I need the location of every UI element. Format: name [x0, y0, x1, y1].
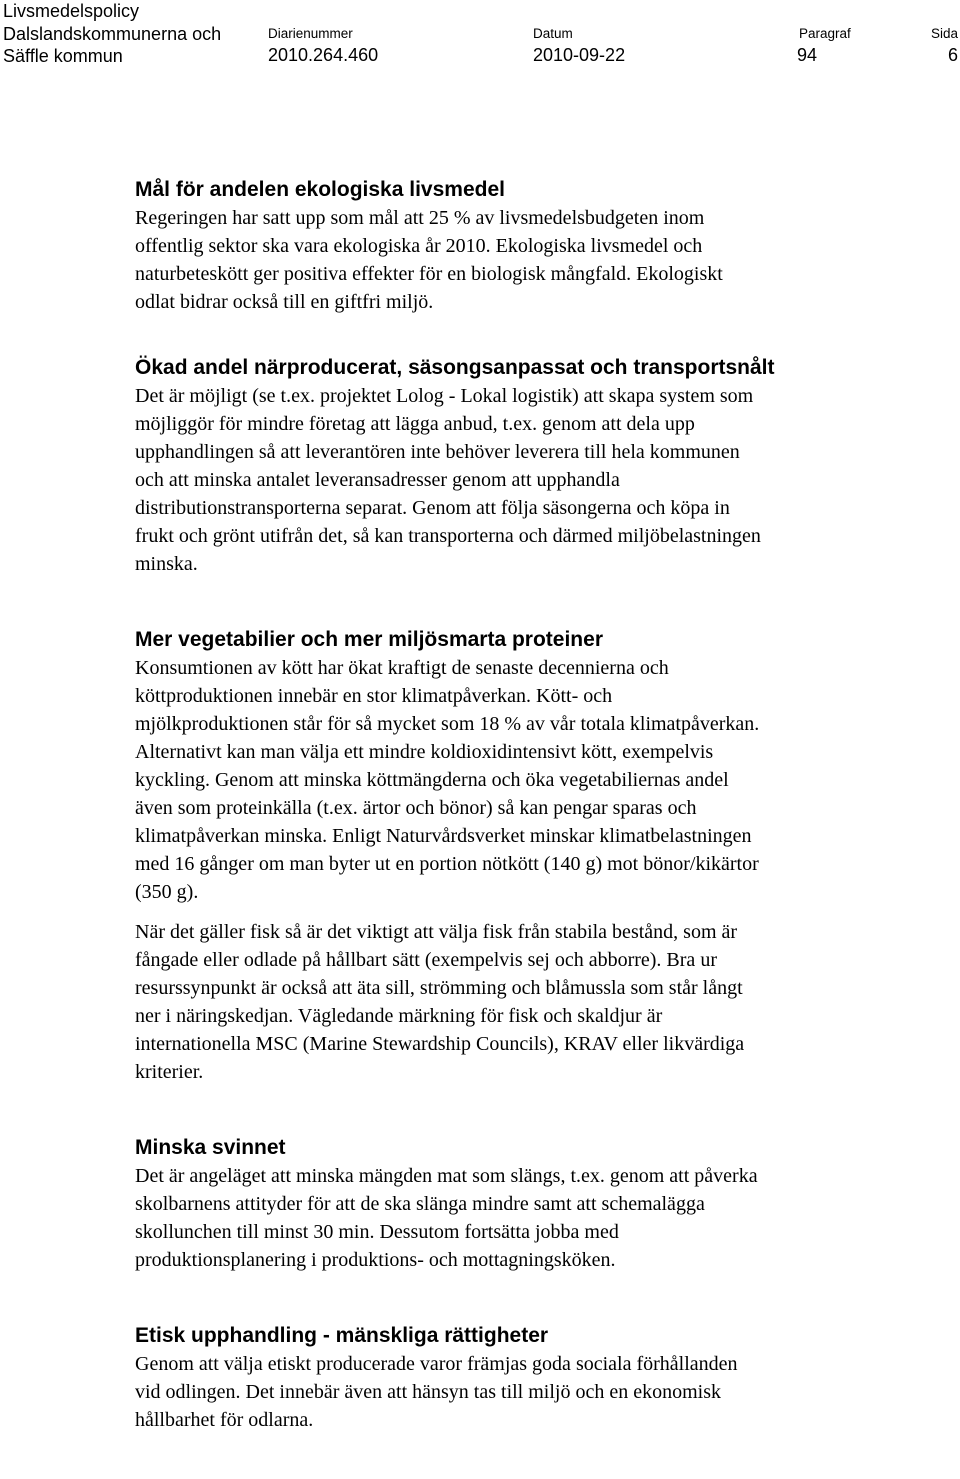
section-narproducerat	[135, 354, 935, 578]
datum-value: 2010-09-22	[533, 45, 626, 65]
section-heading: Etisk upphandling - mänskliga rättigheter	[135, 1324, 549, 1347]
paragraf-field	[797, 26, 851, 66]
sida-value: 6	[947, 45, 958, 65]
section-heading: Mer vegetabilier och mer miljösmarta proteiner	[135, 628, 603, 651]
paragraf-label: Paragraf	[799, 26, 851, 41]
section-heading: Mål för andelen ekologiska livsmedel	[135, 178, 505, 201]
section-minska-svinnet	[135, 1134, 935, 1274]
section-heading: Ökad andel närproducerat, säsongsanpassat och transportsnålt	[135, 356, 775, 379]
diarienummer-label: Diarienummer	[268, 26, 353, 41]
section-etisk-upphandling	[135, 1322, 935, 1434]
section-paragraph: Det är angeläget att minska mängden mat som slängs, t.ex. genom att påverka skolbarnens attityder för att de ska slänga mindre samt att schemalägga skollunchen till minst 30 min. Dessutom fortsätta jobba med produktionsplanering i produktions- och mottagningsköken.	[135, 1165, 758, 1271]
section-paragraph: Konsumtionen av kött har ökat kraftigt de senaste decennierna och köttproduktionen innebär en stor klimatpåverkan. Kött- och mjölkproduktionen står för så mycket som 18 % av vår totala klimatpåverkan. Alternativt kan man välja ett mindre koldioxidintensivt kött, exempelvis kyckling. Genom att minska köttmängderna och öka vegetabiliernas andel även som proteinkälla (t.ex. ärtor och bönor) så kan pengar sparas och klimatpåverkan minska. Enligt Naturvårdsverket minskar klimatbelastningen med 16 gånger om man byter ut en portion nötkött (140 g) mot bönor/kikärtor (350 g).	[135, 657, 760, 903]
section-paragraph: När det gäller fisk så är det viktigt att välja fisk från stabila bestånd, som är fångade eller odlade på hållbart sätt (exempelvis sej och abborre). Bra ur resurssynpunkt är också att äta sill, strömming och blåmussla som står långt ner i näringskedjan. Vägledande märkning för fisk och skaldjur är internationella MSC (Marine Stewardship Councils), KRAV eller likvärdiga kriterier.	[135, 921, 745, 1083]
datum-label: Datum	[533, 26, 573, 41]
section-ekologiska-livsmedel	[135, 176, 935, 316]
sida-label: Sida	[930, 26, 958, 41]
org-title-text: Livsmedelspolicy Dalslandskommunerna och Säffle kommun	[3, 1, 222, 66]
paragraf-value: 94	[797, 45, 818, 65]
org-title	[3, 0, 221, 68]
section-paragraph: Regeringen har satt upp som mål att 25 % av livsmedelsbudgeten inom offentlig sektor ska vara ekologiska år 2010. Ekologiska livsmedel och naturbeteskött ger positiva effekter för en biologisk mångfald. Ekologiskt odlat bidrar också till en giftfri miljö.	[135, 207, 723, 313]
diarienummer-value: 2010.264.460	[268, 45, 379, 65]
diarienummer-field	[268, 26, 378, 66]
section-paragraph: Det är möjligt (se t.ex. projektet Lolog - Lokal logistik) att skapa system som möjliggör för mindre företag att lägga anbud, t.ex. genom att dela upp upphandlingen så att leverantören inte behöver leverera till hela kommunen och att minska antalet leveransadresser genom att upphandla distributionstransporterna separat. Genom att följa säsongerna och köpa in frukt och grönt utifrån det, så kan transporterna och därmed miljöbelastningen minska.	[135, 385, 761, 575]
sida-field	[931, 26, 958, 66]
document-header	[0, 0, 960, 72]
section-vegetabilier	[135, 626, 935, 1086]
document-body	[135, 176, 935, 1434]
section-heading: Minska svinnet	[135, 1136, 286, 1159]
section-paragraph: Genom att välja etiskt producerade varor främjas goda sociala förhållanden vid odlingen. Det innebär även att hänsyn tas till miljö och en ekonomisk hållbarhet för odlarna.	[135, 1353, 738, 1431]
datum-field	[533, 26, 625, 66]
